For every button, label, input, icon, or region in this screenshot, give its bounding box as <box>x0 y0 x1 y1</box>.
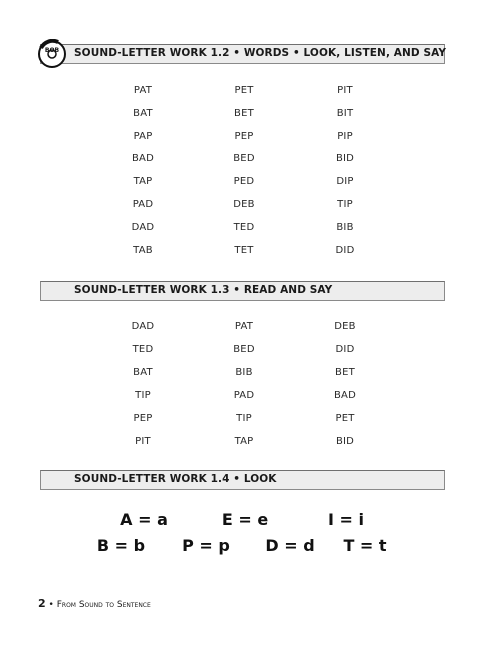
word-cell: TAP <box>133 176 153 188</box>
word-cell: PED <box>233 176 255 188</box>
word-cell: BET <box>234 107 254 119</box>
word-cell: PAP <box>133 130 153 142</box>
word-cell: TIP <box>236 412 252 424</box>
page-footer <box>38 597 151 610</box>
word-cell: BED <box>233 153 255 165</box>
footer-bullet: • <box>48 600 54 610</box>
book-title: From Sound to Sentence <box>56 600 151 610</box>
word-cell: PIP <box>337 130 353 142</box>
word-cell: BAT <box>133 366 153 378</box>
word-cell: TED <box>132 343 154 355</box>
word-cell: BAD <box>333 389 356 401</box>
word-cell: BIT <box>336 107 354 119</box>
word-cell: PAT <box>133 85 153 96</box>
word-cell: PAD <box>132 199 154 210</box>
word-cell: BIB <box>336 221 354 233</box>
letter-pair: E = e <box>221 510 269 529</box>
word-cell: BAT <box>133 107 153 119</box>
letter-pair: D = d <box>265 536 315 555</box>
word-cell: PET <box>234 85 254 96</box>
word-cell: DEB <box>334 321 356 332</box>
word-cell: BED <box>233 343 255 355</box>
word-cell: DID <box>335 343 355 355</box>
word-cell: BET <box>335 366 355 378</box>
cd-icon-label: BOB <box>44 47 60 54</box>
word-cell: PET <box>335 412 355 424</box>
word-cell: BAD <box>131 153 154 165</box>
letter-pair: I = i <box>328 510 364 529</box>
section-title-1-2: SOUND-LETTER WORK 1.2 • WORDS • LOOK, LISTEN, AND SAY <box>74 47 447 59</box>
word-cell: TET <box>234 244 254 256</box>
page-number: 2 <box>38 597 46 610</box>
word-cell: PIT <box>135 435 151 447</box>
word-cell: TED <box>233 221 255 233</box>
word-cell: DEB <box>233 199 255 210</box>
letter-pair: P = p <box>182 536 230 555</box>
section-header-1-4 <box>40 470 445 490</box>
word-cell: PEP <box>133 412 153 424</box>
word-cell: DID <box>335 244 355 256</box>
word-cell: DAD <box>131 221 155 233</box>
letter-pair: A = a <box>120 510 168 529</box>
word-cell: TIP <box>135 389 151 401</box>
word-cell: BIB <box>235 366 253 378</box>
word-cell: BID <box>335 153 355 165</box>
word-cell: DAD <box>131 321 155 332</box>
word-cell: DIP <box>336 176 354 188</box>
section-header-1-3 <box>40 281 445 301</box>
word-cell: TAP <box>234 435 254 447</box>
section-title-1-3: SOUND-LETTER WORK 1.3 • READ AND SAY <box>74 284 333 296</box>
cd-audio-icon <box>37 39 67 69</box>
word-cell: PIT <box>337 85 353 96</box>
letter-pair: B = b <box>96 536 146 555</box>
word-cell: PEP <box>234 130 254 142</box>
word-cell: TIP <box>337 199 353 210</box>
word-cell: PAD <box>233 389 255 401</box>
word-cell: BID <box>335 435 355 447</box>
word-cell: TAB <box>133 244 153 256</box>
letter-pair: T = t <box>343 536 387 555</box>
section-header-1-2 <box>40 44 445 64</box>
section-title-1-4: SOUND-LETTER WORK 1.4 • LOOK <box>74 473 277 485</box>
word-cell: PAT <box>234 321 254 332</box>
